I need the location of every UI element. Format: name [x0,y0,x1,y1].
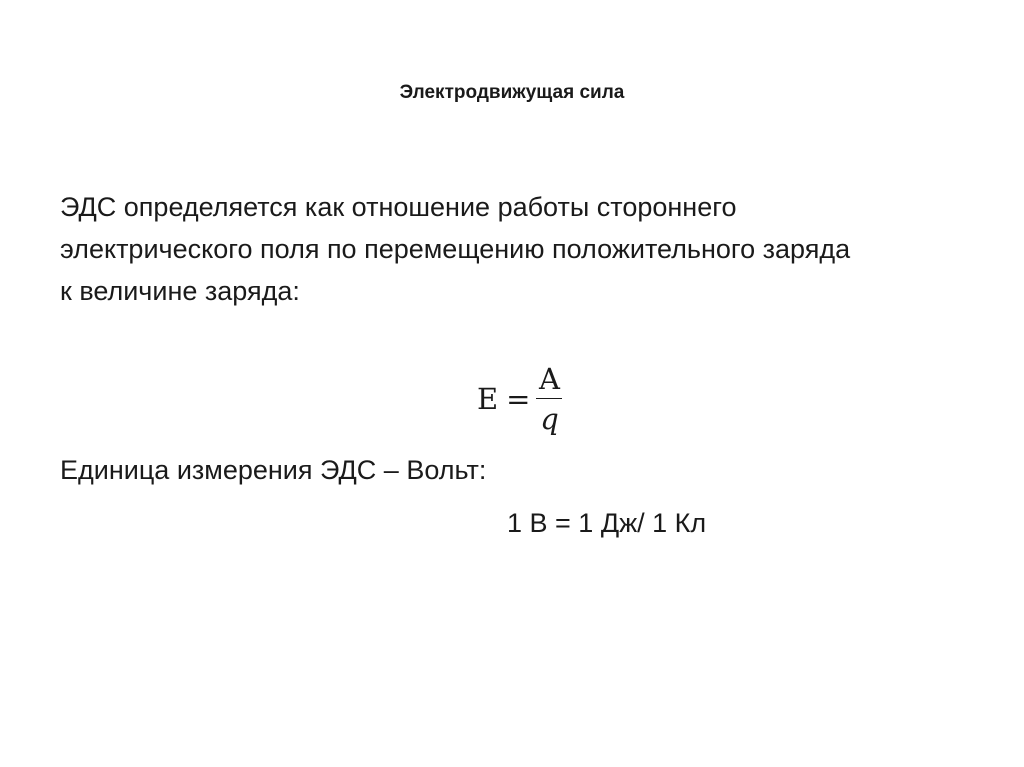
formula-lhs: E [477,382,499,416]
slide-title: Электродвижущая сила [399,82,625,103]
paragraph-line: ЭДС определяется как отношение работы стороннего [60,192,737,222]
formula-fraction [536,362,562,436]
fraction-bar [536,398,562,399]
fraction-denominator: q [540,402,559,436]
paragraph-line: электрического поля по перемещению положительного заряда [60,234,851,264]
emf-formula [477,354,562,444]
unit-equation: 1 В = 1 Дж/ 1 Кл [507,508,707,538]
formula-equals-sign: = [506,382,531,416]
definition-paragraph [60,186,1000,312]
paragraph-line: к величине заряда: [60,276,300,306]
unit-text: Единица измерения ЭДС – Вольт: [60,455,487,485]
fraction-numerator: A [539,362,560,396]
